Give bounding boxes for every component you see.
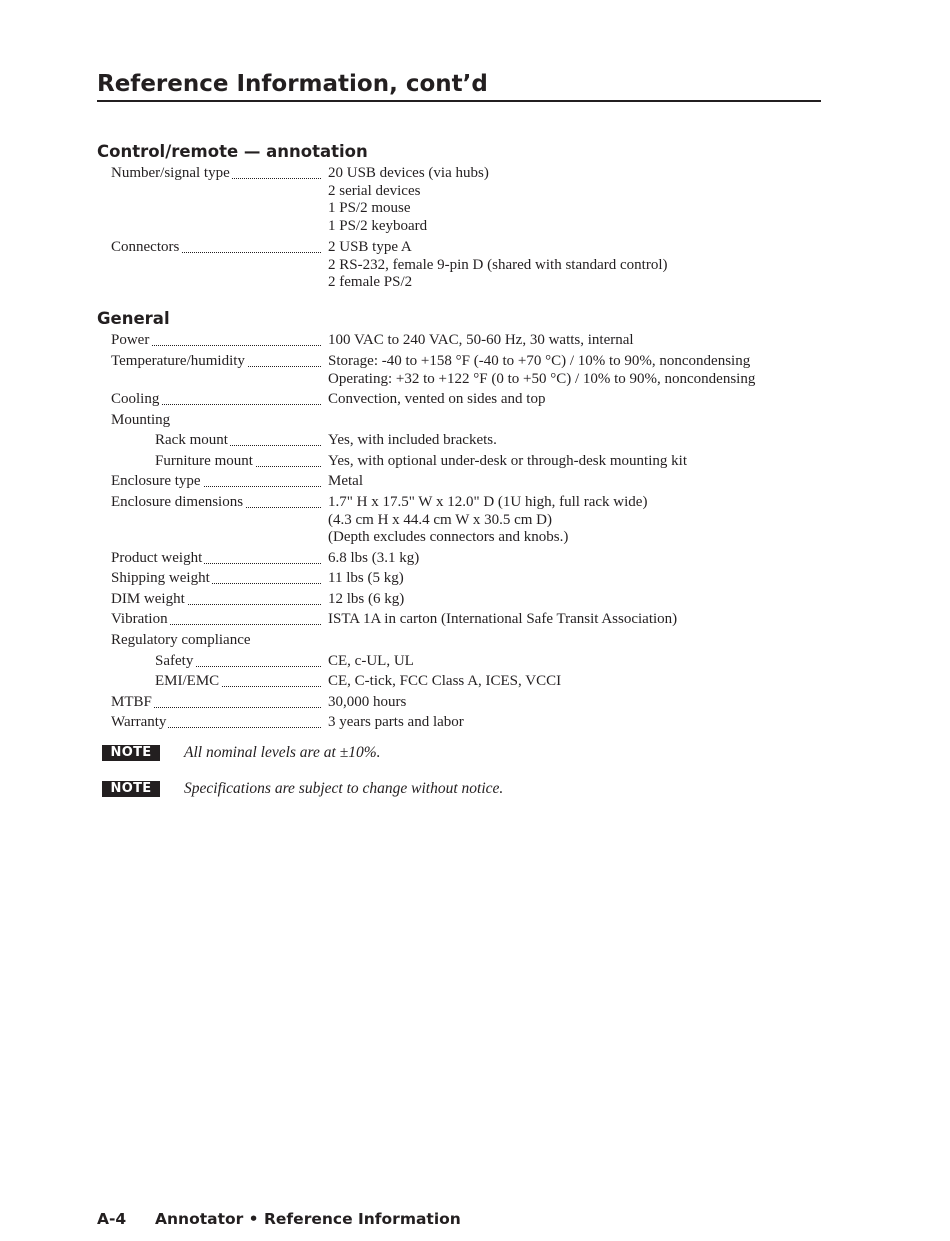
- page-number: A-4: [97, 1210, 127, 1228]
- spec-label-text: MTBF: [111, 694, 152, 710]
- spec-value: [328, 353, 888, 388]
- spec-label: [111, 570, 321, 588]
- spec-value-line: 6.8 lbs (3.1 kg): [328, 550, 420, 566]
- spec-value: [328, 550, 888, 568]
- spec-value: [328, 494, 888, 547]
- spec-label-text: EMI/EMC: [155, 673, 220, 689]
- spec-value: [328, 611, 888, 629]
- spec-label: [155, 432, 321, 450]
- spec-value: [328, 165, 888, 235]
- spec-value: [328, 239, 888, 292]
- spec-label: [111, 412, 321, 430]
- spec-value-line: ISTA 1A in carton (International Safe Transit Association): [328, 611, 678, 627]
- note-badge: NOTE: [102, 745, 160, 761]
- spec-value: [328, 653, 888, 671]
- spec-label: [111, 632, 321, 650]
- spec-value-line: 11 lbs (5 kg): [328, 570, 404, 586]
- spec-value-line: 3 years parts and labor: [328, 714, 464, 730]
- note-text: Specifications are subject to change without notice.: [184, 780, 504, 797]
- section-heading-control-remote: Control/remote — annotation: [97, 142, 368, 161]
- spec-value: [328, 714, 888, 732]
- spec-label: [111, 332, 321, 350]
- spec-label-text: Enclosure type: [111, 473, 201, 489]
- spec-label-text: Temperature/humidity: [111, 353, 245, 369]
- spec-value: [328, 391, 888, 409]
- spec-value: [328, 332, 888, 350]
- spec-value-line: 20 USB devices (via hubs): [328, 165, 489, 181]
- spec-value-line: Metal: [328, 473, 363, 489]
- spec-value-line: 30,000 hours: [328, 694, 407, 710]
- spec-value-line: CE, C-tick, FCC Class A, ICES, VCCI: [328, 673, 562, 689]
- spec-label-text: Furniture mount: [155, 453, 253, 469]
- spec-label: [111, 550, 321, 568]
- spec-value: [328, 473, 888, 491]
- spec-label-text: Warranty: [111, 714, 167, 730]
- spec-label: [111, 473, 321, 491]
- spec-label-text: Shipping weight: [111, 570, 210, 586]
- spec-value-line: 1.7" H x 17.5" W x 12.0" D (1U high, full rack wide): [328, 494, 648, 510]
- spec-label-text: Vibration: [111, 611, 168, 627]
- spec-value-line: 2 RS-232, female 9-pin D (shared with standard control): [328, 256, 668, 273]
- note-text: All nominal levels are at ±10%.: [184, 744, 381, 761]
- spec-value-line: 100 VAC to 240 VAC, 50-60 Hz, 30 watts, internal: [328, 332, 634, 348]
- spec-label-text: Cooling: [111, 391, 160, 407]
- section-heading-general: General: [97, 309, 170, 328]
- spec-label: [111, 165, 321, 183]
- spec-value-line: (4.3 cm H x 44.4 cm W x 30.5 cm D): [328, 511, 552, 528]
- spec-value: [328, 694, 888, 712]
- note-specifications: [102, 780, 662, 798]
- spec-label-text: DIM weight: [111, 591, 185, 607]
- spec-label-text: Product weight: [111, 550, 203, 566]
- spec-label: [111, 611, 321, 629]
- spec-label: [111, 694, 321, 712]
- spec-label: [111, 714, 321, 732]
- spec-value-line: (Depth excludes connectors and knobs.): [328, 529, 569, 546]
- spec-label-text: Regulatory compliance: [111, 632, 251, 648]
- spec-value-line: 2 USB type A: [328, 239, 412, 255]
- spec-label-text: Power: [111, 332, 150, 348]
- spec-value-line: 1 PS/2 mouse: [328, 200, 411, 217]
- spec-label: [111, 494, 321, 512]
- note-nominal-levels: [102, 744, 662, 762]
- spec-label: [111, 591, 321, 609]
- footer-title: Annotator • Reference Information: [155, 1210, 461, 1228]
- spec-value-line: 12 lbs (6 kg): [328, 591, 405, 607]
- spec-value-line: Yes, with optional under-desk or through-desk mounting kit: [328, 453, 687, 469]
- spec-label: [155, 673, 321, 691]
- spec-value-line: 1 PS/2 keyboard: [328, 217, 428, 234]
- spec-value-line: CE, c-UL, UL: [328, 653, 414, 669]
- spec-label: [111, 391, 321, 409]
- spec-label-text: Enclosure dimensions: [111, 494, 244, 510]
- spec-value-line: 2 female PS/2: [328, 274, 413, 291]
- spec-label-text: Number/signal type: [111, 165, 230, 181]
- page-footer: [97, 1209, 461, 1229]
- spec-value-line: Convection, vented on sides and top: [328, 391, 546, 407]
- spec-value-line: 2 serial devices: [328, 182, 421, 199]
- spec-value: [328, 453, 888, 471]
- page-title: Reference Information, cont’d: [97, 68, 821, 102]
- spec-value-line: Yes, with included brackets.: [328, 432, 497, 448]
- note-badge: NOTE: [102, 781, 160, 797]
- spec-label: [111, 239, 321, 257]
- spec-value: [328, 432, 888, 450]
- spec-label-text: Mounting: [111, 412, 171, 428]
- spec-label-text: Rack mount: [155, 432, 228, 448]
- spec-value: [328, 591, 888, 609]
- spec-value-line: Operating: +32 to +122 °F (0 to +50 °C) / 10% to 90%, noncondensing: [328, 370, 756, 387]
- spec-label: [155, 453, 321, 471]
- spec-value-line: Storage: -40 to +158 °F (-40 to +70 °C) / 10% to 90%, noncondensing: [328, 353, 751, 369]
- spec-value: [328, 673, 888, 691]
- spec-value: [328, 570, 888, 588]
- spec-label: [155, 653, 321, 671]
- spec-label-text: Connectors: [111, 239, 180, 255]
- spec-label-text: Safety: [155, 653, 194, 669]
- spec-label: [111, 353, 321, 371]
